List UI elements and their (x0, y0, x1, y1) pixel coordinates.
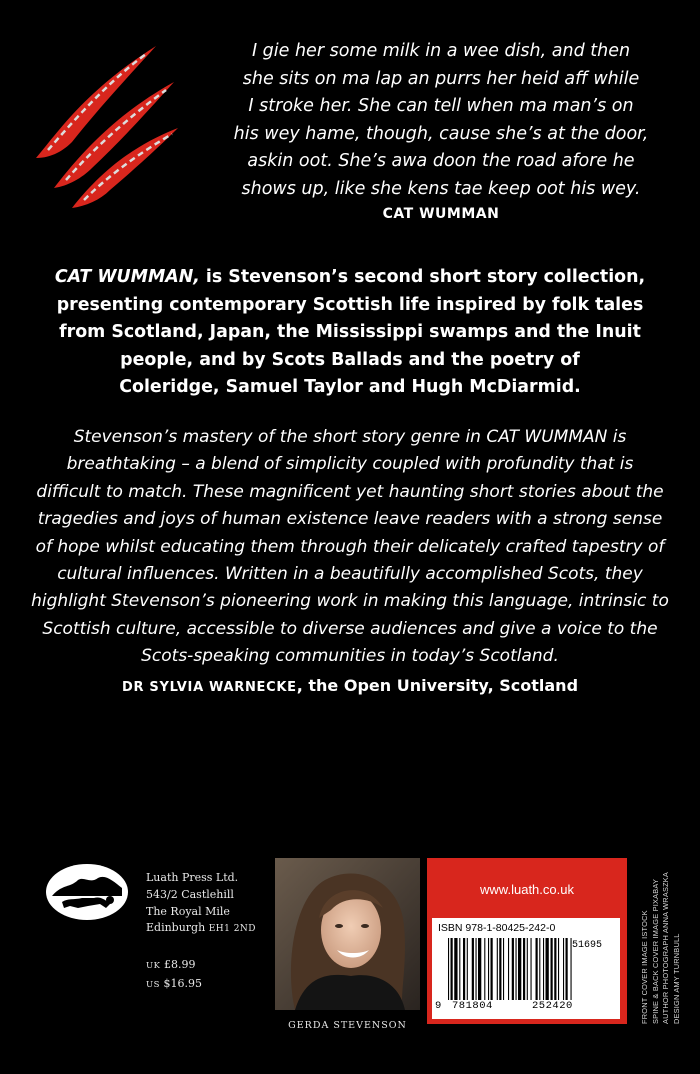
barcode-bar (451, 938, 453, 1000)
barcode-bar (518, 938, 521, 1000)
barcode-bar (488, 938, 489, 1000)
barcode-bar (563, 938, 564, 1000)
credit-line: DESIGN AMY TURNBULL (671, 933, 681, 1024)
barcode-bar (497, 938, 498, 1000)
barcode-bar (543, 938, 544, 1000)
barcode-bar (531, 938, 532, 1000)
author-photo (275, 858, 420, 1010)
barcode-bar (566, 938, 568, 1000)
barcode-bar (551, 938, 553, 1000)
quote-line: askin oot. She’s awa doon the road afore he (247, 151, 635, 171)
reviewer-affiliation: , the Open University, Scotland (296, 676, 579, 695)
isbn-number: ISBN 978-1-80425-242-0 (438, 922, 556, 934)
barcode-bar (523, 938, 525, 1000)
author-portrait-image (275, 858, 420, 1010)
barcode-bar (472, 938, 474, 1000)
luath-press-logo (44, 862, 130, 922)
barcode-bar (571, 938, 572, 1000)
barcode-digit-group-1: 781804 (452, 1000, 493, 1012)
barcode-bar (476, 938, 477, 1000)
reviewer-attribution (20, 676, 680, 695)
quote-line: I stroke her. She can tell when ma man’s on (248, 96, 634, 116)
barcode-bar (467, 938, 468, 1000)
barcode-digit-group-2: 252420 (532, 1000, 573, 1012)
quote-line: shows up, like she kens tae keep oot his wey. (241, 178, 641, 199)
publisher-address-line: The Royal Mile (146, 904, 230, 918)
review-line: of hope whilst educating them through their delicately crafted tapestry of (35, 536, 665, 557)
cover-credits (640, 858, 690, 1024)
review-line: Scots-speaking communities in today’s Scotland. (141, 646, 559, 667)
review-quote (20, 424, 680, 671)
price-code: 51695 (572, 940, 603, 951)
blurb-line: people, and by Scots Ballads and the poetry of (120, 349, 580, 370)
barcode-bar (454, 938, 457, 1000)
review-line: highlight Stevenson’s pioneering work in making this language, intrinsic to (31, 591, 669, 612)
review-line: cultural influences. Written in a beautifully accomplished Scots, they (57, 564, 643, 585)
publisher-website: www.luath.co.uk (480, 882, 574, 897)
claw-scratch-graphic (28, 40, 178, 210)
credit-line: AUTHOR PHOTOGRAPH ANNA WRASZKA (661, 871, 670, 1024)
barcode-bars (446, 938, 618, 1000)
blurb-line: presenting contemporary Scottish life inspired by folk tales (56, 294, 644, 315)
barcode-bar (478, 938, 481, 1000)
barcode-bar (512, 938, 514, 1000)
book-title: CAT WUMMAN, (54, 267, 200, 287)
barcode-bar (536, 938, 538, 1000)
barcode-bar (491, 938, 493, 1000)
price-us: US $16.95 (146, 977, 202, 990)
barcode-bar (546, 938, 549, 1000)
barcode-bar (484, 938, 485, 1000)
quote-line: she sits on ma lap an purrs her heid aff while (242, 68, 640, 89)
excerpt-quote (205, 38, 677, 203)
author-photo-caption: GERDA STEVENSON (288, 1020, 407, 1031)
barcode-bar (527, 938, 528, 1000)
blurb-line: Coleridge, Samuel Taylor and Hugh McDiarmid. (119, 377, 581, 397)
reviewer-name: DR SYLVIA WARNECKE (121, 680, 297, 695)
publisher-address (146, 870, 276, 938)
barcode-bar (448, 938, 449, 1000)
review-line: Stevenson’s mastery of the short story genre in CAT WUMMAN is (73, 427, 627, 447)
credit-line: SPINE & BACK COVER IMAGE PIXABAY (650, 878, 660, 1024)
quote-attribution: CAT WUMMAN (382, 206, 500, 222)
barcode-digit-first: 9 (435, 1000, 442, 1012)
barcode-bar (503, 938, 504, 1000)
price-uk: UK £8.99 (146, 958, 196, 971)
isbn-barcode (432, 918, 620, 1019)
review-line: breathtaking – a blend of simplicity coupled with profundity that is (66, 454, 634, 475)
barcode-bar (508, 938, 509, 1000)
credit-line: FRONT COVER IMAGE ISTOCK (640, 910, 649, 1024)
review-line: tragedies and joys of human existence leave readers with a strong sense (37, 509, 663, 530)
barcode-panel (427, 858, 627, 1024)
review-line: Scottish culture, accessible to diverse audiences and give a voice to the (42, 618, 658, 639)
barcode-bar (463, 938, 465, 1000)
publisher-address-line: 543/2 Castlehill (146, 887, 234, 901)
barcode-bar (516, 938, 517, 1000)
price-list (146, 956, 276, 994)
blurb-line: CAT WUMMAN, is Stevenson’s second short story collection, (54, 267, 646, 287)
publisher-name: Luath Press Ltd. (146, 871, 239, 884)
barcode-bar (554, 938, 556, 1000)
quote-line: I gie her some milk in a wee dish, and then (251, 41, 631, 61)
barcode-bar (539, 938, 540, 1000)
barcode-bar (459, 938, 460, 1000)
book-blurb (30, 264, 670, 402)
review-line: difficult to match. These magnificent yet haunting short stories about the (36, 481, 664, 502)
barcode-bar (558, 938, 559, 1000)
barcode-bar (499, 938, 501, 1000)
blurb-line: from Scotland, Japan, the Mississippi swamps and the Inuit (59, 322, 641, 342)
publisher-city-line: Edinburgh EH1 2ND (146, 921, 257, 935)
quote-line: his wey hame, though, cause she’s at the door, (233, 123, 649, 144)
